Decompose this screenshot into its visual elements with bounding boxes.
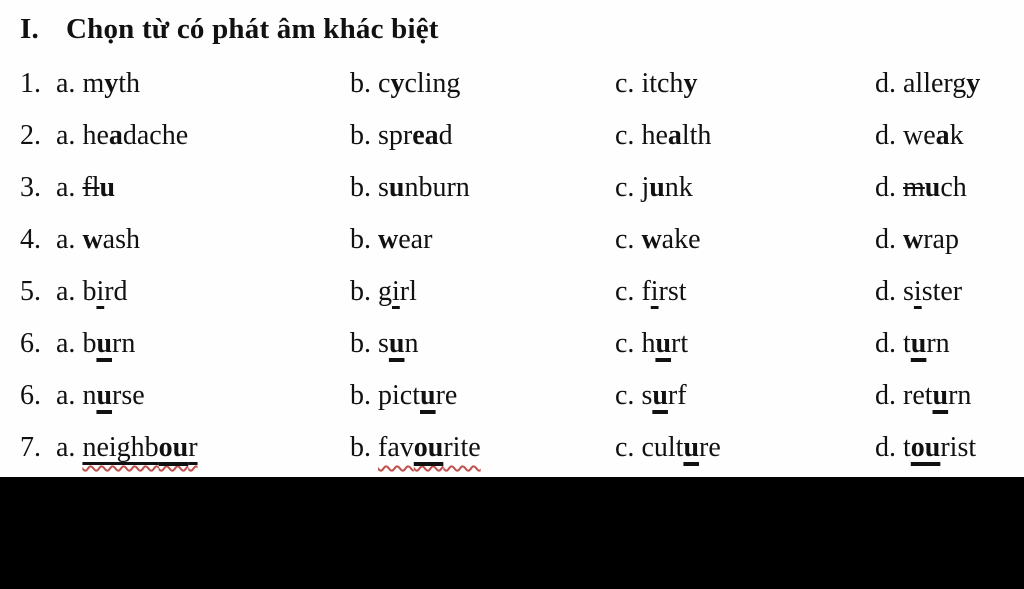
section-numeral: I. <box>20 12 39 45</box>
word-segment: fl <box>82 172 100 203</box>
word-segment: s <box>903 276 914 307</box>
word-segment <box>903 120 936 151</box>
question-row <box>20 162 1024 214</box>
option-d <box>875 120 1020 152</box>
spellcheck-squiggle <box>82 432 158 463</box>
option-letter: a. <box>56 276 83 307</box>
word-segment: nburn <box>404 172 470 203</box>
word-segment: k <box>949 120 964 151</box>
word-segment: rf <box>667 380 687 411</box>
option-word <box>82 432 197 463</box>
option-letter: d. <box>875 68 903 99</box>
option-b <box>350 276 615 308</box>
word-segment: f <box>641 276 651 307</box>
word-segment <box>378 276 392 307</box>
word-segment: w <box>82 224 103 255</box>
word-segment <box>82 172 99 203</box>
word-segment: b <box>82 276 97 307</box>
question-row <box>20 58 1024 110</box>
option-letter: a. <box>56 224 83 255</box>
word-segment: we <box>903 120 936 151</box>
word-segment: ret <box>903 380 933 411</box>
word-segment: b <box>82 328 97 359</box>
option-d <box>875 224 1020 256</box>
word-segment <box>668 120 682 151</box>
question-number: 4. <box>20 224 41 255</box>
word-segment: th <box>118 68 140 99</box>
word-segment <box>665 172 693 203</box>
word-segment <box>903 328 911 359</box>
word-segment <box>911 328 927 359</box>
word-segment <box>82 328 96 359</box>
option-letter: c. <box>615 276 642 307</box>
word-segment <box>903 224 923 255</box>
option-letter: b. <box>350 432 378 463</box>
word-segment <box>109 120 123 151</box>
option-word <box>641 68 697 99</box>
question-row <box>20 318 1024 370</box>
word-segment: u <box>388 172 405 203</box>
option-d <box>875 276 1020 308</box>
word-segment: cult <box>641 432 684 463</box>
word-segment: c <box>378 68 391 99</box>
word-segment: ash <box>102 224 140 255</box>
word-segment: y <box>390 68 405 99</box>
word-segment <box>903 380 933 411</box>
option-a <box>20 224 350 256</box>
word-segment: ou <box>910 432 941 463</box>
option-letter: b. <box>350 68 378 99</box>
word-segment: s <box>378 328 389 359</box>
word-segment <box>671 328 688 359</box>
word-segment <box>925 172 941 203</box>
option-word <box>903 224 959 255</box>
option-word <box>82 380 144 411</box>
word-segment <box>82 380 96 411</box>
option-letter: d. <box>875 380 903 411</box>
option-d <box>875 432 1020 464</box>
word-segment: nk <box>664 172 693 203</box>
word-segment: u <box>99 172 116 203</box>
word-segment <box>641 224 661 255</box>
word-segment <box>378 224 398 255</box>
word-segment <box>400 276 417 307</box>
spellcheck-squiggle <box>378 432 414 463</box>
option-b <box>350 68 615 100</box>
word-segment: itch <box>641 68 684 99</box>
word-segment: t <box>903 432 911 463</box>
word-segment <box>104 68 118 99</box>
option-letter: a. <box>56 68 83 99</box>
option-b <box>350 224 615 256</box>
spellcheck-squiggle <box>159 432 189 463</box>
option-b <box>350 380 615 412</box>
word-segment: rst <box>658 276 687 307</box>
option-letter: a. <box>56 432 83 463</box>
option-letter: d. <box>875 328 903 359</box>
word-segment: u <box>652 380 668 411</box>
word-segment <box>948 380 971 411</box>
word-segment: i <box>392 276 400 307</box>
option-word <box>903 120 964 151</box>
word-segment <box>112 328 135 359</box>
word-segment <box>392 276 400 307</box>
word-segment: y <box>966 68 981 99</box>
word-segment: cling <box>404 68 461 99</box>
option-word <box>903 432 976 463</box>
option-d <box>875 380 1020 412</box>
word-segment: rse <box>112 380 145 411</box>
word-segment <box>903 68 966 99</box>
word-segment <box>903 172 925 203</box>
option-word <box>903 380 971 411</box>
word-segment: rist <box>940 432 977 463</box>
section-title: Chọn từ có phát âm khác biệt <box>66 12 439 45</box>
question-number: 1. <box>20 68 41 99</box>
option-c <box>615 120 875 152</box>
word-segment: y <box>683 68 698 99</box>
option-c <box>615 432 875 464</box>
word-segment: re <box>699 432 721 463</box>
word-segment: i <box>913 276 922 307</box>
word-segment: a <box>935 120 950 151</box>
word-segment: u <box>683 432 700 463</box>
word-segment: d <box>438 120 453 151</box>
word-segment: m <box>903 172 925 203</box>
word-segment: rn <box>112 328 136 359</box>
option-word <box>82 172 115 203</box>
option-d <box>875 68 1020 100</box>
word-segment: he <box>641 120 668 151</box>
option-word <box>641 276 686 307</box>
option-word <box>641 380 686 411</box>
question-row <box>20 422 1024 474</box>
option-word <box>641 120 711 151</box>
question-number: 6. <box>20 328 41 359</box>
option-word <box>378 224 432 255</box>
option-word <box>641 172 692 203</box>
option-letter: a. <box>56 328 83 359</box>
word-segment: s <box>641 380 653 411</box>
option-word <box>903 328 950 359</box>
word-segment <box>699 432 721 463</box>
word-segment: g <box>378 276 392 307</box>
word-segment <box>903 432 911 463</box>
word-segment: u <box>649 172 665 203</box>
word-segment: rt <box>671 328 689 359</box>
option-letter: b. <box>350 276 378 307</box>
word-segment <box>659 276 687 307</box>
word-segment <box>933 380 949 411</box>
word-segment <box>940 432 976 463</box>
word-segment: r <box>188 432 198 463</box>
word-segment <box>439 120 453 151</box>
option-word <box>903 276 962 307</box>
option-a <box>20 172 350 204</box>
option-word <box>903 68 980 99</box>
word-segment <box>103 224 140 255</box>
question-row <box>20 214 1024 266</box>
word-segment: i <box>96 276 105 307</box>
word-segment <box>911 432 941 463</box>
question-row <box>20 370 1024 422</box>
option-letter: c. <box>615 172 642 203</box>
word-segment <box>641 328 655 359</box>
word-segment: rd <box>104 276 128 307</box>
word-segment <box>82 224 102 255</box>
option-c <box>615 380 875 412</box>
option-letter: b. <box>350 120 378 151</box>
option-word <box>378 380 457 411</box>
option-word <box>378 432 481 463</box>
option-letter: b. <box>350 172 378 203</box>
word-segment: s <box>378 172 389 203</box>
word-segment <box>923 224 959 255</box>
question-number: 6. <box>20 380 41 411</box>
option-a <box>20 276 350 308</box>
option-word <box>82 276 127 307</box>
word-segment: m <box>82 68 105 99</box>
word-segment: ster <box>921 276 963 307</box>
option-letter: c. <box>615 224 642 255</box>
word-segment <box>100 172 116 203</box>
option-word <box>378 276 417 307</box>
word-segment <box>104 276 127 307</box>
word-segment: w <box>378 224 399 255</box>
word-segment: n <box>404 328 419 359</box>
option-letter: b. <box>350 380 378 411</box>
option-letter: a. <box>56 120 83 151</box>
option-word <box>378 68 460 99</box>
option-letter: c. <box>615 380 642 411</box>
word-segment <box>926 328 949 359</box>
word-segment <box>651 276 659 307</box>
word-segment <box>950 120 964 151</box>
word-segment <box>682 120 712 151</box>
word-segment: neighb <box>82 432 159 463</box>
word-segment: rite <box>443 432 481 463</box>
word-segment: ch <box>940 172 967 203</box>
option-word <box>903 172 967 203</box>
option-word <box>82 120 188 151</box>
word-segment: re <box>435 380 458 411</box>
word-segment <box>436 380 458 411</box>
word-segment <box>96 380 112 411</box>
question-number: 3. <box>20 172 41 203</box>
option-letter: d. <box>875 120 903 151</box>
option-d <box>875 172 1020 204</box>
section-heading <box>20 0 1024 58</box>
spellcheck-squiggle <box>414 432 444 463</box>
option-c <box>615 68 875 100</box>
option-word <box>641 328 688 359</box>
option-c <box>615 172 875 204</box>
word-segment: y <box>104 68 119 99</box>
option-a <box>20 328 350 360</box>
option-letter: c. <box>615 328 642 359</box>
word-segment <box>118 68 140 99</box>
option-d <box>875 328 1020 360</box>
option-b <box>350 172 615 204</box>
word-segment: rap <box>923 224 959 255</box>
word-segment: w <box>903 224 924 255</box>
word-segment: u <box>932 380 949 411</box>
word-segment: he <box>82 120 109 151</box>
word-segment: a <box>108 120 123 151</box>
option-letter: d. <box>875 224 903 255</box>
option-a <box>20 432 350 464</box>
word-segment <box>398 224 432 255</box>
word-segment <box>389 172 405 203</box>
word-segment: t <box>903 328 911 359</box>
word-segment <box>82 120 108 151</box>
option-b <box>350 120 615 152</box>
word-segment: ou <box>158 432 189 463</box>
word-segment: rl <box>399 276 417 307</box>
option-b <box>350 328 615 360</box>
question-row <box>20 110 1024 162</box>
word-segment: i <box>650 276 659 307</box>
word-segment: h <box>641 328 656 359</box>
word-segment: ea <box>412 120 439 151</box>
bottom-black-bar <box>0 477 1024 589</box>
option-letter: c. <box>615 432 642 463</box>
word-segment <box>641 120 667 151</box>
option-letter: d. <box>875 276 903 307</box>
option-c <box>615 276 875 308</box>
word-segment <box>652 380 668 411</box>
option-word <box>378 328 418 359</box>
word-segment <box>966 68 980 99</box>
word-segment <box>668 380 687 411</box>
question-row <box>20 266 1024 318</box>
word-segment <box>112 380 145 411</box>
word-segment <box>404 328 418 359</box>
spellcheck-squiggle <box>188 432 197 463</box>
word-segment <box>378 120 412 151</box>
word-segment <box>940 172 966 203</box>
word-segment <box>649 172 665 203</box>
option-letter: a. <box>56 172 83 203</box>
word-segment <box>378 68 390 99</box>
word-segment <box>82 276 96 307</box>
word-segment <box>922 276 962 307</box>
option-a <box>20 68 350 100</box>
word-segment: u <box>96 380 113 411</box>
word-segment: w <box>641 224 662 255</box>
word-segment <box>390 68 404 99</box>
spellcheck-squiggle <box>443 432 480 463</box>
word-segment <box>96 328 112 359</box>
word-segment <box>641 68 683 99</box>
word-segment: rn <box>948 380 972 411</box>
word-segment <box>82 68 104 99</box>
word-segment: allerg <box>903 68 967 99</box>
word-segment: u <box>924 172 941 203</box>
question-number: 5. <box>20 276 41 307</box>
word-segment <box>378 328 389 359</box>
option-word <box>82 224 140 255</box>
option-a <box>20 380 350 412</box>
word-segment: u <box>420 380 436 411</box>
option-b <box>350 432 615 464</box>
word-segment: dache <box>122 120 189 151</box>
option-letter: b. <box>350 224 378 255</box>
word-segment <box>903 276 914 307</box>
option-letter: c. <box>615 120 642 151</box>
option-word <box>641 432 720 463</box>
word-segment <box>412 120 438 151</box>
option-c <box>615 328 875 360</box>
word-segment: n <box>82 380 97 411</box>
option-letter: a. <box>56 380 83 411</box>
option-letter: d. <box>875 432 903 463</box>
option-word <box>641 224 700 255</box>
word-segment: spr <box>378 120 413 151</box>
word-segment <box>683 68 697 99</box>
word-segment <box>378 380 420 411</box>
option-letter: d. <box>875 172 903 203</box>
word-segment <box>378 172 389 203</box>
word-segment <box>420 380 436 411</box>
word-segment: pict <box>378 380 420 411</box>
word-segment <box>404 68 460 99</box>
option-word <box>378 120 453 151</box>
option-a <box>20 120 350 152</box>
word-segment: j <box>641 172 650 203</box>
word-segment <box>404 172 469 203</box>
option-letter: c. <box>615 68 642 99</box>
option-c <box>615 224 875 256</box>
word-segment: lth <box>681 120 712 151</box>
word-segment <box>683 432 699 463</box>
option-word <box>378 172 470 203</box>
option-letter: b. <box>350 328 378 359</box>
word-segment: rn <box>926 328 950 359</box>
word-segment <box>389 328 405 359</box>
word-segment <box>655 328 671 359</box>
question-list <box>20 58 1024 474</box>
word-segment: u <box>96 328 113 359</box>
word-segment <box>641 432 683 463</box>
question-number: 2. <box>20 120 41 151</box>
word-segment: fav <box>378 432 414 463</box>
option-word <box>82 328 135 359</box>
question-number: 7. <box>20 432 41 463</box>
word-segment <box>914 276 922 307</box>
option-word <box>82 68 140 99</box>
word-segment: u <box>910 328 927 359</box>
word-segment: u <box>655 328 672 359</box>
word-segment: ear <box>398 224 433 255</box>
word-segment: ou <box>413 432 444 463</box>
word-segment: u <box>388 328 405 359</box>
word-segment <box>123 120 188 151</box>
word-segment <box>662 224 701 255</box>
word-segment <box>641 276 650 307</box>
word-segment: a <box>667 120 682 151</box>
word-segment <box>936 120 950 151</box>
word-segment: ake <box>661 224 701 255</box>
word-segment <box>641 380 652 411</box>
